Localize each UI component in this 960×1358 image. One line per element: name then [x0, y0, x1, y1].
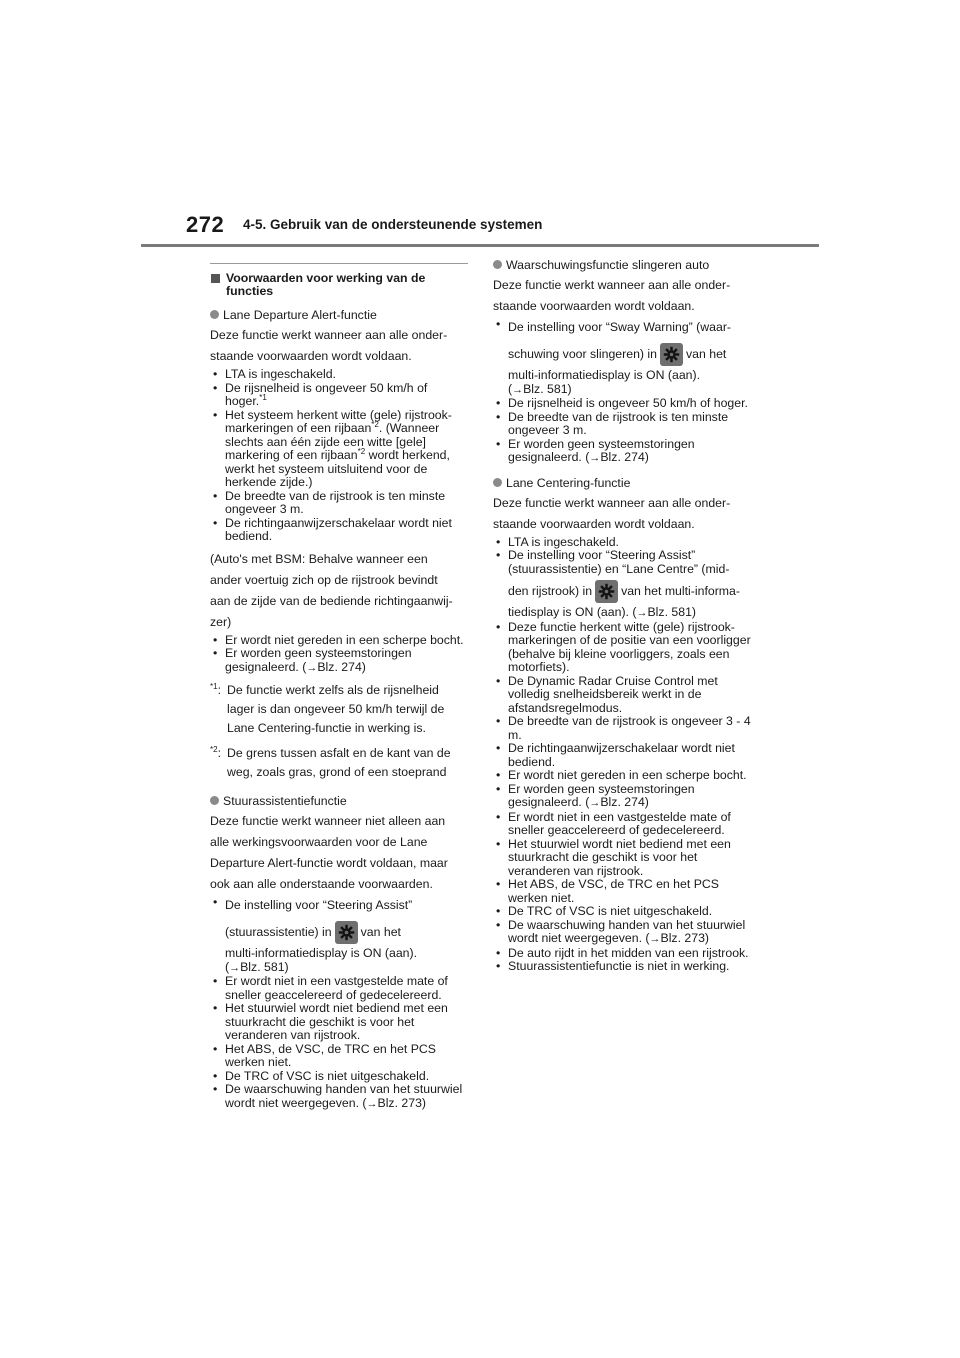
page-reference[interactable]: Blz. 274) [600, 795, 649, 809]
lc-title: Lane Centering-functie [506, 475, 631, 490]
list-item-text: • De instelling voor “Steering Assist” (stuurassistentie) en “Lane Centre” (mid- [508, 548, 730, 576]
footnote-ref: *1 [259, 392, 267, 402]
bsm-line: aan de zijde van de bediende richtingaanwij- [210, 593, 453, 608]
lda-intro-line: Deze functie werkt wanneer aan alle onder- [210, 328, 448, 342]
list-item: • Er wordt niet in een vastgestelde mate of sneller geaccelereerd of gedecelereerd. [210, 975, 468, 1002]
sway-intro-line: staande voorwaarden wordt voldaan. [493, 299, 695, 313]
circle-bullet-icon [493, 478, 502, 487]
list-item-text: tiedisplay is ON (aan). ( [508, 605, 637, 619]
lc-intro-line: staande voorwaarden wordt voldaan. [493, 516, 695, 531]
list-item-text: schuwing voor slingeren) in [508, 347, 658, 361]
list-item-line [508, 339, 751, 369]
list-item-text: De waarschuwing handen van het stuurwiel wordt niet weergegeven. ( [225, 1082, 463, 1110]
bsm-line: ander voertuig zich op de rijstrook bevindt [210, 572, 438, 587]
lda-title: Lane Departure Alert-functie [223, 308, 377, 322]
settings-gear-icon [335, 921, 358, 944]
list-item-text: van het [360, 925, 401, 939]
sway-conditions [493, 318, 751, 466]
list-item: • Stuurassistentiefunctie is niet in werking. [493, 960, 751, 974]
steer-intro-line: ook aan alle onderstaande voorwaarden. [210, 877, 433, 891]
right-column [493, 258, 751, 980]
list-item: • Er wordt niet in een vastgestelde mate of sneller geaccelereerd of gedecelereerd. [493, 811, 751, 838]
list-item: • De Dynamic Radar Cruise Control met volledig snelheidsbereik werkt in de afstandsregelmodus. [493, 675, 751, 716]
arrow-icon: → [512, 383, 524, 396]
footnote-mark-text: *2 [210, 744, 218, 754]
list-item: • De breedte van de rijstrook is ten minste ongeveer 3 m. [210, 490, 468, 517]
page-reference[interactable]: Blz. 273) [660, 931, 710, 945]
settings-gear-icon [595, 580, 618, 603]
steer-title: Stuurassistentiefunctie [223, 794, 347, 808]
list-item: • Het stuurwiel wordt niet bediend met een stuurkracht die geschikt is voor het veranderen van rijstrook. [210, 1002, 468, 1043]
arrow-icon: → [366, 1097, 378, 1110]
list-item-line [225, 917, 468, 947]
page-reference[interactable]: Blz. 581) [240, 959, 289, 974]
list-item-text: . (Wanneer slechts aan één zijde een witte [gele] markering of een rijbaan [225, 421, 440, 462]
list-item: • Deze functie herkent witte (gele) rijstrook-markeringen of de positie van een voorligger (behalve bij kleine voorliggers, zoals een motorfiets). [493, 621, 751, 675]
footnote-mark: $^{*1}$: [210, 681, 221, 697]
list-item [493, 919, 751, 947]
lda-conditions [210, 368, 468, 544]
steer-intro-line: Deze functie werkt wanneer niet alleen aan [210, 814, 446, 828]
list-item: • De richtingaanwijzerschakelaar wordt niet bediend. [493, 742, 751, 769]
section-heading-text: Voorwaarden voor werking van de functies [226, 271, 426, 298]
arrow-icon: → [636, 607, 648, 619]
lda-bsm-conditions [210, 634, 468, 676]
page-number: 272 [186, 212, 225, 237]
page-reference[interactable]: Blz. 274) [600, 450, 649, 464]
list-item: • De TRC of VSC is niet uitgeschakeld. [493, 905, 751, 919]
steer-heading [210, 794, 468, 808]
list-item: • De auto rijdt in het midden van een rijstrook. [493, 947, 751, 961]
list-item: • De rijsnelheid is ongeveer 50 km/h of hoger. [493, 397, 751, 411]
list-item [210, 896, 468, 975]
list-item [493, 549, 751, 621]
list-item: • Er wordt niet gereden in een scherpe bocht. [493, 769, 751, 783]
list-item-text: den rijstrook) in [508, 584, 593, 598]
list-item-line: (→Blz. 581) [225, 959, 289, 974]
page-reference[interactable]: Blz. 273) [377, 1095, 427, 1110]
section-heading [210, 272, 468, 298]
steer-intro-line: alle werkingsvoorwaarden voor de Lane [210, 835, 428, 849]
list-item-text: multi-informatiedisplay is ON (aan). [225, 946, 418, 960]
list-item: • LTA is ingeschakeld. [493, 536, 751, 550]
list-item-line [508, 606, 751, 621]
circle-bullet-icon [210, 796, 219, 805]
list-item-line [508, 576, 751, 606]
lc-conditions [493, 536, 751, 974]
list-item [210, 647, 468, 675]
list-item-text: van het multi-informa- [621, 584, 740, 598]
circle-bullet-icon [493, 260, 502, 269]
list-item [493, 783, 751, 811]
steer-intro-line: Departure Alert-functie wordt voldaan, maar [210, 856, 448, 870]
list-item: • Er wordt niet gereden in een scherpe bocht. [210, 634, 468, 648]
lda-heading [210, 308, 468, 322]
list-item: • De breedte van de rijstrook is ten minste ongeveer 3 m. [493, 411, 751, 438]
list-item: • LTA is ingeschakeld. [210, 368, 468, 382]
list-item [493, 318, 751, 397]
list-item [493, 438, 751, 466]
page-reference[interactable]: Blz. 581) [523, 381, 572, 396]
lc-heading [493, 476, 751, 490]
footnote-ref: *2 [371, 419, 379, 429]
lda-intro-line: staande voorwaarden wordt voldaan. [210, 349, 412, 363]
list-item-line: (→Blz. 581) [508, 381, 572, 396]
list-item-text: • De instelling voor “Sway Warning” (waar- [508, 320, 732, 334]
lc-intro-line: Deze functie werkt wanneer aan alle onder- [493, 495, 731, 510]
list-item-text: Er worden geen systeemstoringen gesignaleerd. ( [508, 781, 695, 809]
page-reference[interactable]: Blz. 274) [317, 659, 366, 674]
footnote-ref: *2 [357, 446, 366, 456]
list-item-text: Er worden geen systeemstoringen gesignaleerd. ( [508, 436, 695, 464]
steer-conditions [210, 896, 468, 1111]
left-column [210, 258, 468, 1117]
square-bullet-icon [211, 274, 220, 283]
arrow-icon: → [306, 661, 318, 674]
list-item-text: Het systeem herkent witte (gele) rijstrook-markeringen of een rijbaan [225, 407, 452, 435]
bsm-line: (Auto's met BSM: Behalve wanneer een [210, 551, 428, 566]
list-item: • De TRC of VSC is niet uitgeschakeld. [210, 1070, 468, 1084]
list-item-text: wordt herkend, werkt het systeem uitsluitend voor de herkende zijde.) [225, 448, 450, 489]
list-item: • Het ABS, de VSC, de TRC en het PCS werken niet. [210, 1043, 468, 1070]
list-item-text: • De instelling voor “Steering Assist” [225, 898, 413, 912]
page-reference[interactable]: Blz. 581) [647, 605, 697, 619]
list-item: • Het ABS, de VSC, de TRC en het PCS werken niet. [493, 878, 751, 905]
list-item-text: (stuurassistentie) in [225, 925, 332, 939]
header-divider [141, 244, 819, 247]
sway-intro-line: Deze functie werkt wanneer aan alle onder- [493, 278, 731, 292]
arrow-icon: → [229, 961, 241, 974]
list-item: • Het stuurwiel wordt niet bediend met een stuurkracht die geschikt is voor het veranderen van rijstrook. [493, 838, 751, 879]
list-item [210, 382, 468, 409]
list-item [210, 1083, 468, 1111]
sway-title: Waarschuwingsfunctie slingeren auto [506, 258, 710, 272]
footnote [210, 744, 468, 782]
list-item-text: multi-informatiedisplay is ON (aan). [508, 368, 701, 382]
list-item-text: De rijsnelheid is ongeveer 50 km/h of hoger. [225, 380, 428, 408]
footnote-text: De functie werkt zelfs als de rijsnelheid lager is dan ongeveer 50 km/h terwijl de Lane Centering-functie in werking is. [227, 683, 445, 735]
footnote-mark: $^{*2}$: [210, 744, 221, 760]
list-item-text: Er worden geen systeemstoringen gesignaleerd. ( [225, 646, 412, 674]
list-item: • De breedte van de rijstrook is ongeveer 3 - 4 m. [493, 715, 751, 742]
footnote-text: De grens tussen asfalt en de kant van de weg, zoals gras, grond of een stoeprand [227, 746, 451, 779]
list-item-text: van het [686, 347, 727, 361]
settings-gear-icon [660, 343, 683, 366]
arrow-icon: → [589, 452, 601, 464]
section-divider [210, 263, 468, 264]
arrow-icon: → [649, 933, 661, 945]
circle-bullet-icon [210, 310, 219, 319]
footnote-mark-text: *1 [210, 681, 218, 691]
bsm-line: zer) [210, 614, 232, 629]
list-item-text: De waarschuwing handen van het stuurwiel wordt niet weergegeven. ( [508, 917, 746, 945]
list-item: • De richtingaanwijzerschakelaar wordt niet bediend. [210, 517, 468, 544]
arrow-icon: → [589, 797, 601, 809]
footnote [210, 681, 468, 738]
sway-heading [493, 258, 751, 272]
section-title: 4-5. Gebruik van de ondersteunende systemen [243, 217, 543, 232]
list-item [210, 409, 468, 490]
